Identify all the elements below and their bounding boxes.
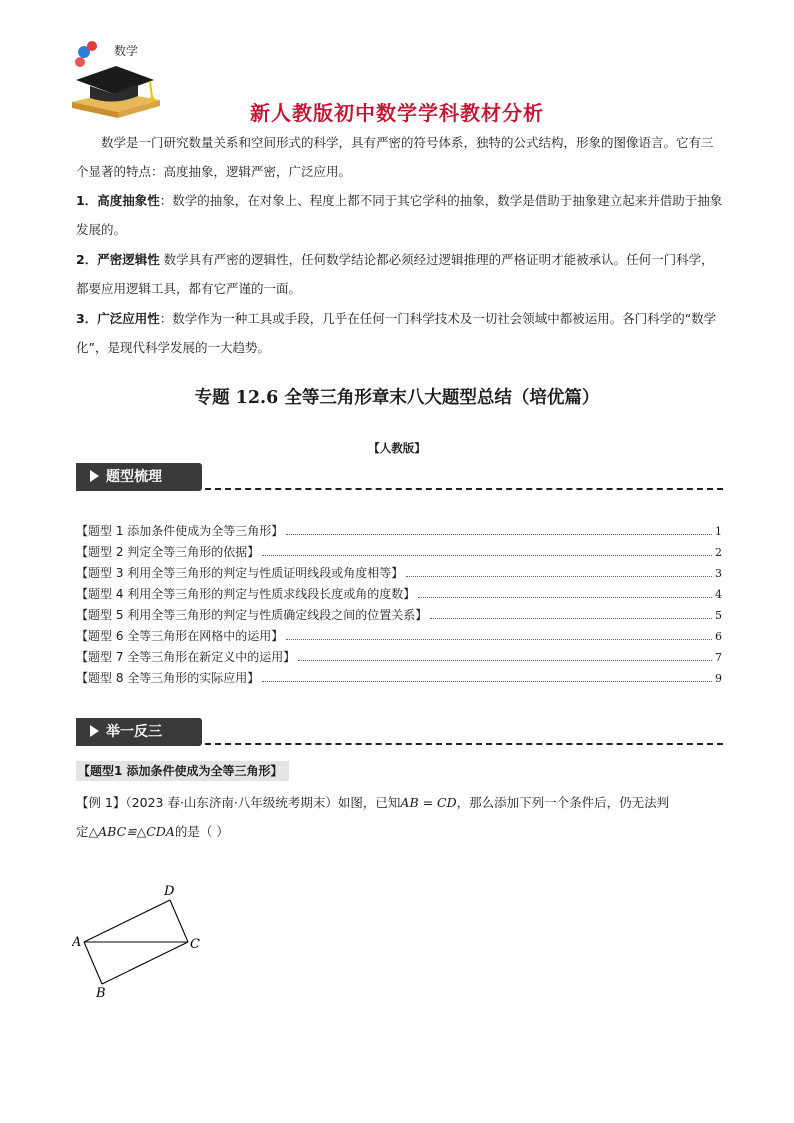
feature-logic-text: 数学具有严密的逻辑性，任何数学结论都必须经过逻辑推理的严格证明才能被承认。任何一门科学，都要应用逻辑工具，都有它严谨的一面。 [76, 252, 714, 296]
example-middle: ，那么添加下列一个条件后，仍无法判 [456, 795, 670, 810]
toc-item-label: 【题型 4 利用全等三角形的判定与性质求线段长度或角的度数】 [76, 587, 416, 601]
toc-item-page: 5 [715, 609, 722, 622]
toc-item[interactable] [76, 563, 722, 584]
topic-title: 专题 12.6 全等三角形章末八大题型总结（培优篇） [194, 388, 600, 408]
toc-item[interactable] [76, 542, 722, 563]
toc-leader [418, 584, 712, 598]
toc-item-page: 4 [715, 588, 722, 601]
page-title: 新人教版初中数学学科教材分析 [250, 101, 544, 125]
example-condition: AB = CD [400, 795, 457, 810]
example-question [76, 788, 724, 846]
triangle-right-icon [90, 725, 99, 737]
section-banner-outline [76, 463, 202, 491]
toc-item-label: 【题型 7 全等三角形在新定义中的运用】 [76, 650, 296, 664]
toc-item-label: 【题型 3 利用全等三角形的判定与性质证明线段或角度相等】 [76, 566, 404, 580]
toc-leader [262, 542, 712, 556]
intro-paragraph: 数学是一门研究数量关系和空间形式的科学，具有严密的符号体系，独特的公式结构，形象的图像语言。它有三个显著的特点：高度抽象，逻辑严密，广泛应用。 [76, 135, 714, 179]
toc-leader [286, 521, 712, 535]
feature-application-text: ：数学作为一种工具或手段，几乎在任何一门科学技术及一切社会领域中都被运用。各门科学的“数学化”，是现代科学发展的一大趋势。 [76, 311, 717, 355]
toc-leader [262, 668, 712, 682]
section-banner-outline-title: 题型梳理 [106, 469, 162, 485]
toc-item-label: 【题型 1 添加条件使成为全等三角形】 [76, 524, 284, 538]
example-line2-prefix: 定 [76, 824, 89, 839]
vertex-label-a: A [72, 935, 82, 950]
toc-item[interactable] [76, 647, 722, 668]
toc-item-label: 【题型 6 全等三角形在网格中的运用】 [76, 629, 284, 643]
toc-item-page: 6 [715, 630, 722, 643]
feature-application [76, 304, 724, 362]
section-divider [205, 743, 723, 745]
logo-label: 数学 [114, 44, 139, 58]
toc-item-page: 7 [715, 651, 722, 664]
toc-item-page: 9 [715, 672, 722, 685]
toc-item-page: 3 [715, 567, 722, 580]
feature-logic [76, 245, 724, 303]
triangle-right-icon [90, 470, 99, 482]
toc-item[interactable] [76, 668, 722, 689]
toc-item-page: 1 [715, 525, 722, 538]
feature-application-label: 3．广泛应用性 [76, 311, 160, 326]
example-prefix: 【例 1】（2023 春·山东济南·八年级统考期末）如图，已知 [76, 795, 401, 810]
example-congruence: △ABC≌△CDA [88, 824, 175, 839]
feature-logic-label: 2．严密逻辑性 [76, 252, 160, 267]
toc-item-label: 【题型 8 全等三角形的实际应用】 [76, 671, 260, 685]
vertex-label-b: B [96, 986, 106, 1000]
feature-abstraction-text: ：数学的抽象，在对象上、程度上都不同于其它学科的抽象，数学是借助于抽象建立起来并借助于抽象发展的。 [76, 193, 723, 237]
toc-item[interactable] [76, 605, 722, 626]
quadrilateral-figure [72, 880, 212, 1000]
toc-leader [298, 647, 712, 661]
toc-item[interactable] [76, 626, 722, 647]
vertex-label-c: C [190, 937, 200, 952]
toc-item[interactable] [76, 521, 722, 542]
feature-abstraction [76, 186, 724, 244]
toc-item-page: 2 [715, 546, 722, 559]
vertex-label-d: D [164, 884, 175, 899]
toc-item[interactable] [76, 584, 722, 605]
toc-leader [406, 563, 712, 577]
toc-leader [430, 605, 712, 619]
section-banner-examples-title: 举一反三 [106, 724, 162, 740]
type-tag: 【题型1 添加条件使成为全等三角形】 [76, 761, 289, 781]
feature-abstraction-label: 1．高度抽象性 [76, 193, 160, 208]
toc-item-label: 【题型 5 利用全等三角形的判定与性质确定线段之间的位置关系】 [76, 608, 428, 622]
toc-item-label: 【题型 2 判定全等三角形的依据】 [76, 545, 260, 559]
section-banner-examples [76, 718, 202, 746]
edition-label: 【人教版】 [368, 441, 426, 455]
section-divider [205, 488, 723, 490]
toc-leader [286, 626, 712, 640]
example-suffix: 的是（ ） [174, 824, 229, 839]
geometry-diagram [72, 880, 212, 1000]
